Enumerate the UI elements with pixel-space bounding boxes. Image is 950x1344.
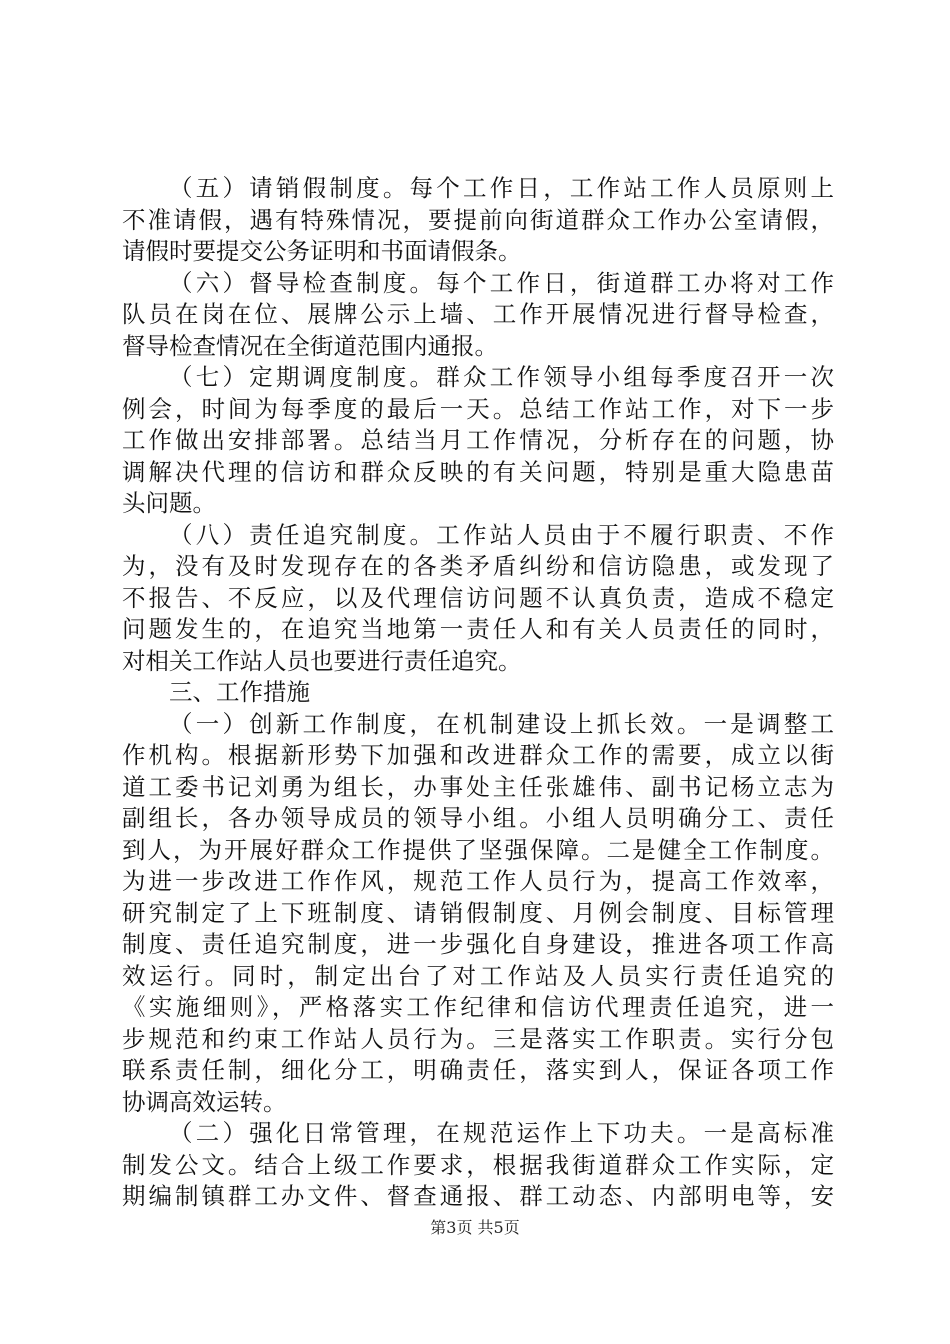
text-line: 问题发生的，在追究当地第一责任人和有关人员责任的同时，: [122, 615, 834, 643]
text-line: 《实施细则》，严格落实工作纪律和信访代理责任追究，进一: [122, 993, 834, 1021]
text-line: （七）定期调度制度。群众工作领导小组每季度召开一次: [169, 363, 834, 391]
text-line: 作机构。根据新形势下加强和改进群众工作的需要，成立以街: [122, 741, 834, 769]
text-line: 效运行。同时，制定出台了对工作站及人员实行责任追究的: [122, 961, 834, 990]
text-line: 研究制定了上下班制度、请销假制度、月例会制度、目标管理: [122, 898, 834, 927]
text-line: （二）强化日常管理，在规范运作上下功夫。一是高标准: [169, 1119, 834, 1147]
text-line: 制发公文。结合上级工作要求，根据我街道群众工作实际，定: [122, 1150, 834, 1179]
text-line: （五）请销假制度。每个工作日，工作站工作人员原则上: [169, 174, 834, 202]
text-line: 联系责任制，细化分工，明确责任，落实到人，保证各项工作: [122, 1056, 834, 1084]
document-body: [122, 173, 834, 1213]
text-line: 请假时要提交公务证明和书面请假条。: [122, 237, 522, 265]
text-line: （一）创新工作制度，在机制建设上抓长效。一是调整工: [169, 709, 834, 738]
text-line: 副组长，各办领导成员的领导小组。小组人员明确分工、责任: [122, 804, 834, 832]
text-line: 头问题。: [122, 489, 216, 517]
text-line: 队员在岗在位、展牌公示上墙、工作开展情况进行督导检查，: [122, 300, 834, 328]
text-line: 调解决代理的信访和群众反映的有关问题，特别是重大隐患苗: [122, 457, 834, 486]
text-line: 制度、责任追究制度，进一步强化自身建设，推进各项工作高: [122, 930, 834, 958]
text-line: 期编制镇群工办文件、督查通报、群工动态、内部明电等，安: [122, 1182, 834, 1210]
text-line: 例会，时间为每季度的最后一天。总结工作站工作，对下一步: [122, 394, 834, 423]
text-line: 三、工作措施: [169, 678, 310, 706]
text-line: 为进一步改进工作作风，规范工作人员行为，提高工作效率，: [122, 867, 834, 895]
text-line: （六）督导检查制度。每个工作日，街道群工办将对工作: [169, 268, 834, 297]
text-line: 不准请假，遇有特殊情况，要提前向街道群众工作办公室请假，: [122, 205, 834, 234]
text-line: 道工委书记刘勇为组长，办事处主任张雄伟、副书记杨立志为: [122, 772, 834, 801]
text-line: 督导检查情况在全街道范围内通报。: [122, 331, 498, 360]
text-line: 工作做出安排部署。总结当月工作情况，分析存在的问题，协: [122, 426, 834, 454]
text-line: 为，没有及时发现存在的各类矛盾纠纷和信访隐患，或发现了: [122, 552, 834, 580]
text-line: 步规范和约束工作站人员行为。三是落实工作职责。实行分包: [122, 1024, 834, 1053]
text-line: 不报告、不反应，以及代理信访问题不认真负责，造成不稳定: [122, 583, 834, 612]
text-line: 到人，为开展好群众工作提供了坚强保障。二是健全工作制度。: [122, 835, 834, 864]
page-footer: 第3页 共5页: [430, 1218, 520, 1237]
text-line: 对相关工作站人员也要进行责任追究。: [122, 646, 522, 675]
text-line: （八）责任追究制度。工作站人员由于不履行职责、不作: [169, 520, 834, 549]
text-line: 协调高效运转。: [122, 1087, 287, 1116]
